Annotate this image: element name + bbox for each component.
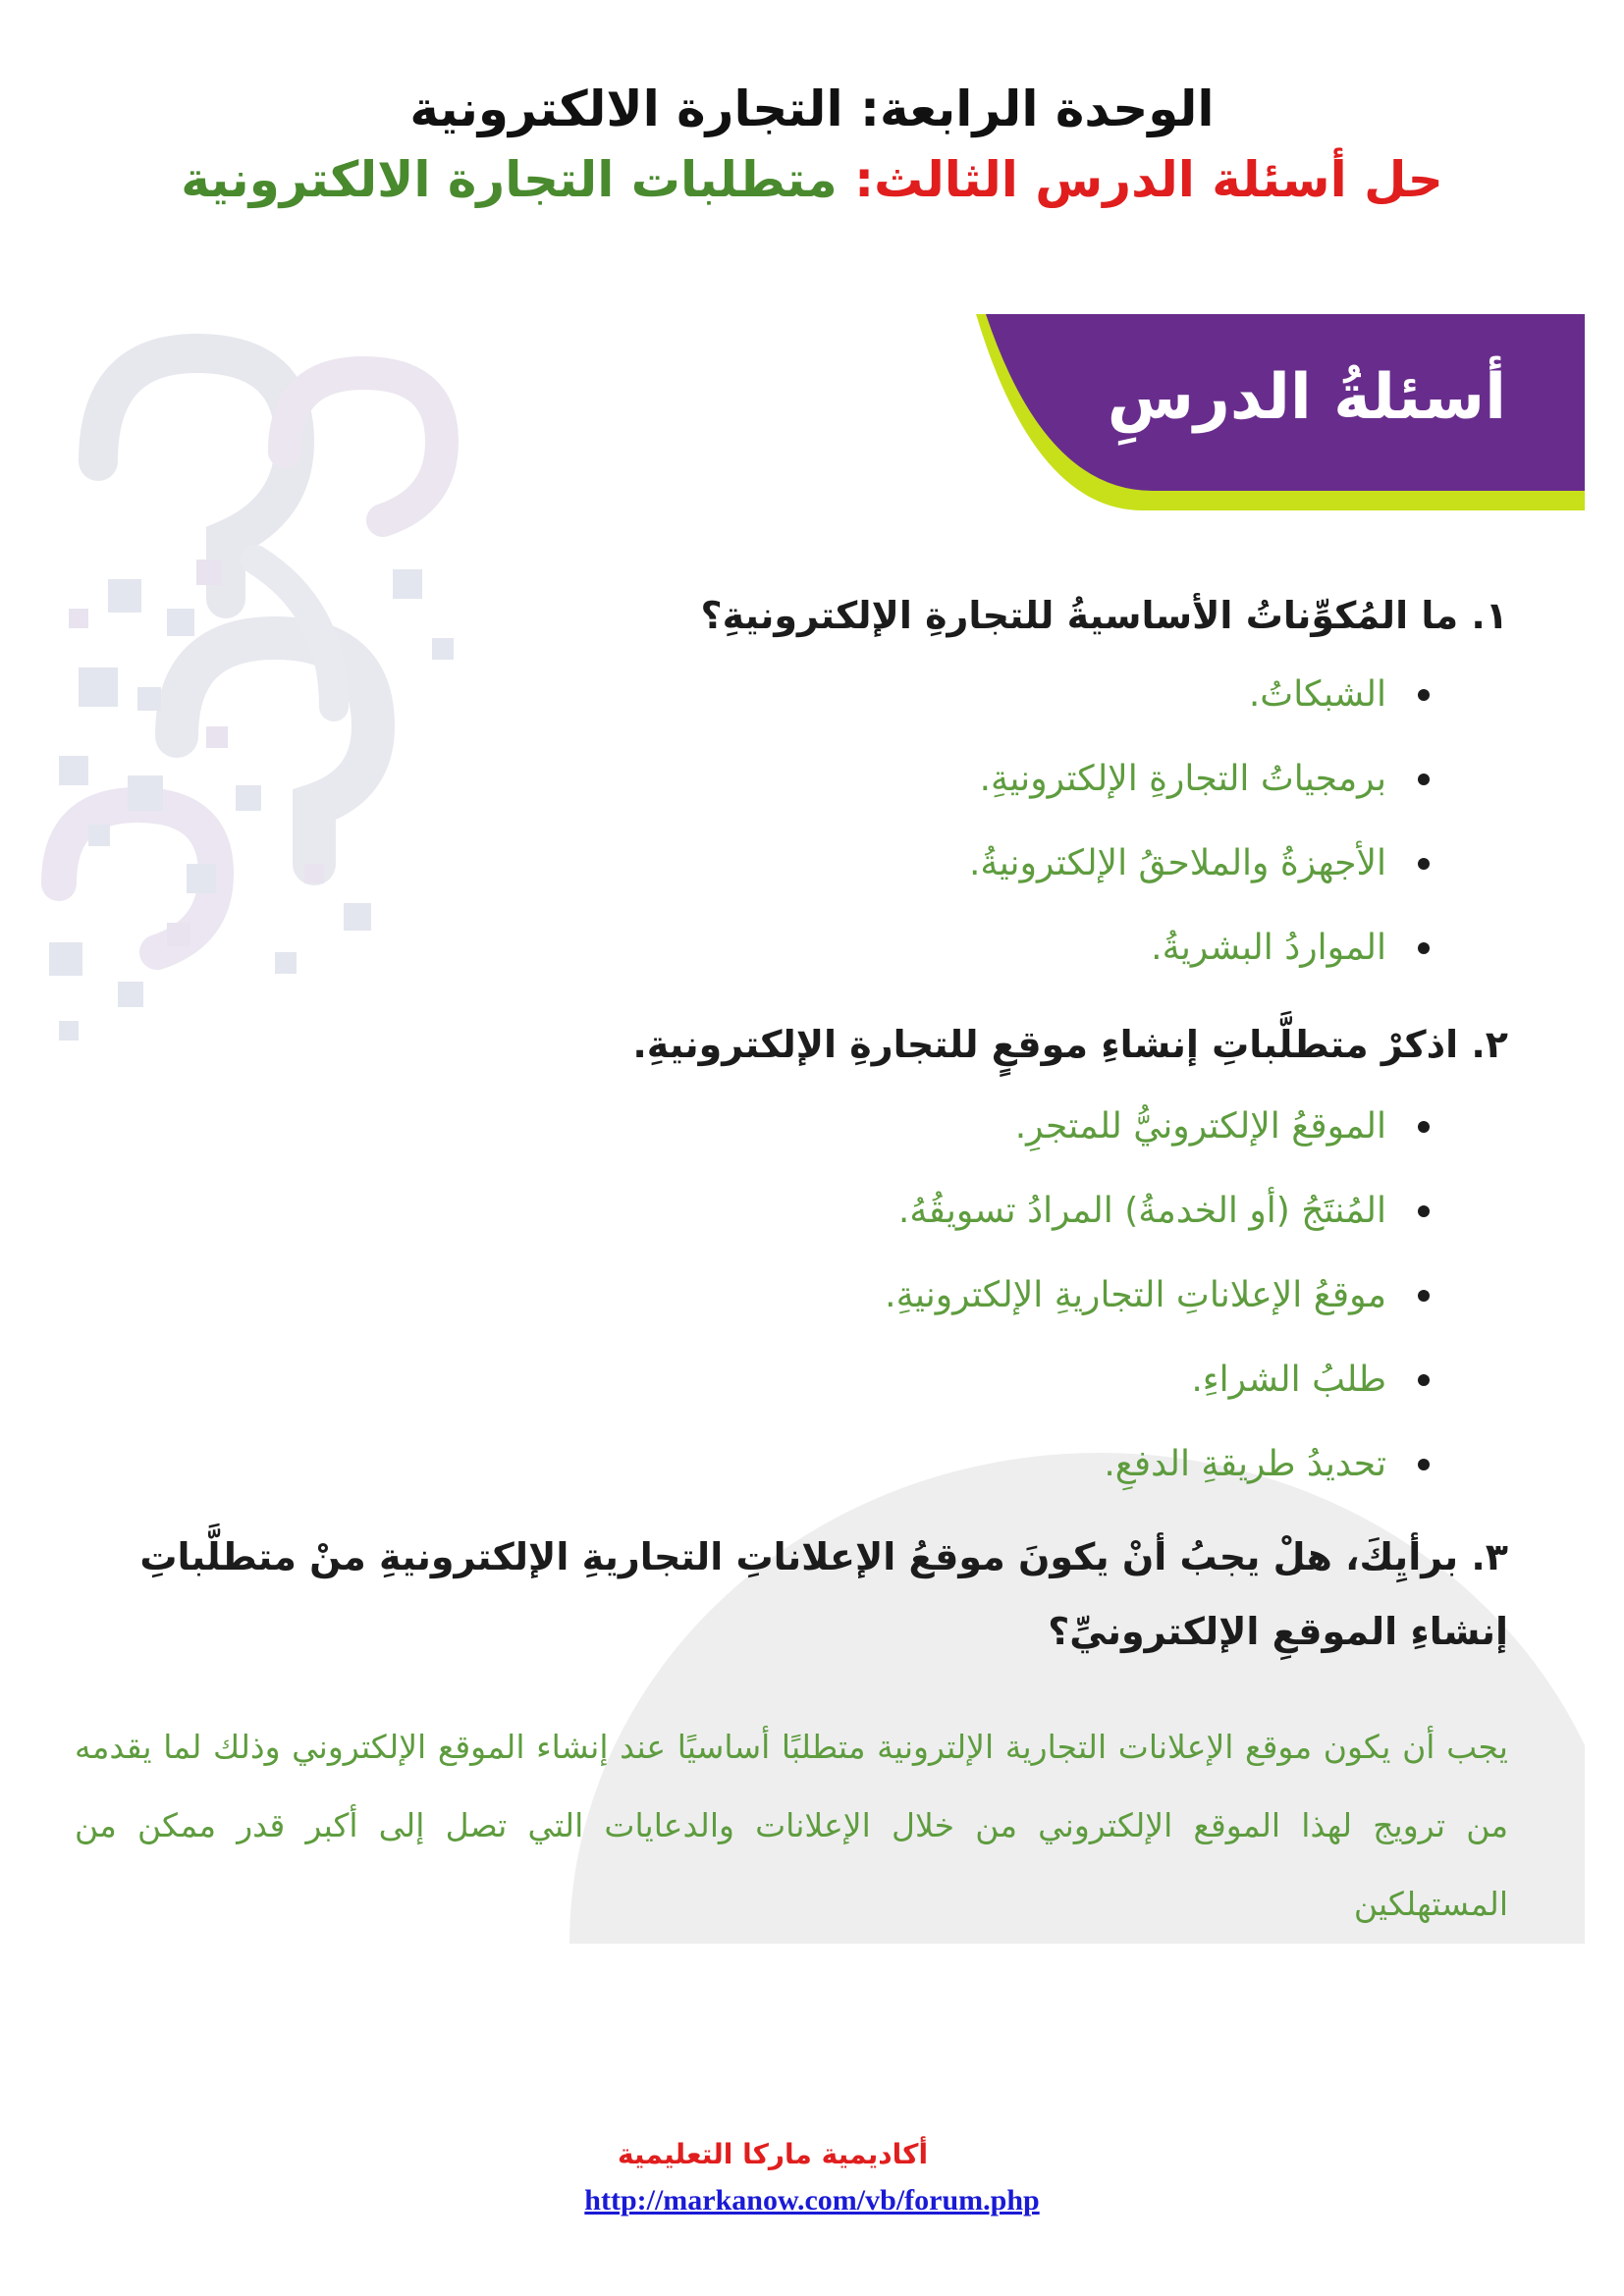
list-item: برمجياتُ التجارةِ الإلكترونيةِ. <box>969 737 1437 822</box>
unit-title: الوحدة الرابعة: التجارة الالكترونية <box>409 80 1215 137</box>
question-3: ٣. برأيِكَ، هلْ يجبُ أنْ يكونَ موقعُ الإعلاناتِ التجاريةِ الإلكترونيةِ منْ متطلَّباتِ إنشاءِ الموقعِ الإلكترونيِّ؟ <box>139 1535 1508 1653</box>
list-item: تحديدُ طريقةِ الدفعِ. <box>885 1422 1437 1507</box>
lesson-title <box>0 147 1624 212</box>
page-header <box>0 79 1624 212</box>
lesson-topic: متطلبات التجارة الالكترونية <box>181 151 838 208</box>
question-3-answer: يجب أن يكون موقع الإعلانات التجارية الإلترونية متطلبًا أساسيًا عند إنشاء الموقع الإلكتروني وذلك لما يقدمه من ترويج لهذا الموقع الإلكتروني من خلال الإعلانات والدعايات التي تصل إلى أكبر قدر ممكن من المستهلكين <box>75 1728 1508 1923</box>
textbook-page <box>39 314 1585 1944</box>
question-1-answers <box>969 653 1437 990</box>
forum-link[interactable]: http://markanow.com/vb/forum.php <box>584 2184 1040 2216</box>
list-item: موقعُ الإعلاناتِ التجاريةِ الإلكترونيةِ. <box>885 1254 1437 1338</box>
list-item: المواردُ البشريةُ. <box>969 906 1437 990</box>
banner-title: أسئلةُ الدرسِ <box>1107 361 1506 434</box>
list-item: الموقعُ الإلكترونيُّ للمتجرِ. <box>885 1085 1437 1169</box>
question-2: ٢. اذكرْ متطلَّباتِ إنشاءِ موقعٍ للتجارةِ الإلكترونيةِ. <box>632 1023 1508 1066</box>
list-item: الأجهزةُ والملاحقُ الإلكترونيةُ. <box>969 822 1437 906</box>
question-1: ١. ما المُكوِّناتُ الأساسيةُ للتجارةِ الإلكترونيةِ؟ <box>700 594 1508 637</box>
academy-name: أكاديمية ماركا التعليمية <box>617 2138 929 2170</box>
questions-content <box>39 314 1585 1944</box>
page-footer <box>0 2135 1624 2217</box>
list-item: طلبُ الشراءِ. <box>885 1338 1437 1422</box>
list-item: الشبكاتُ. <box>969 653 1437 737</box>
lesson-prefix: حل أسئلة الدرس الثالث: <box>854 151 1443 208</box>
question-2-answers <box>885 1085 1437 1507</box>
list-item: المُنتَجُ (أو الخدمةُ) المرادُ تسويقُهُ. <box>885 1169 1437 1254</box>
